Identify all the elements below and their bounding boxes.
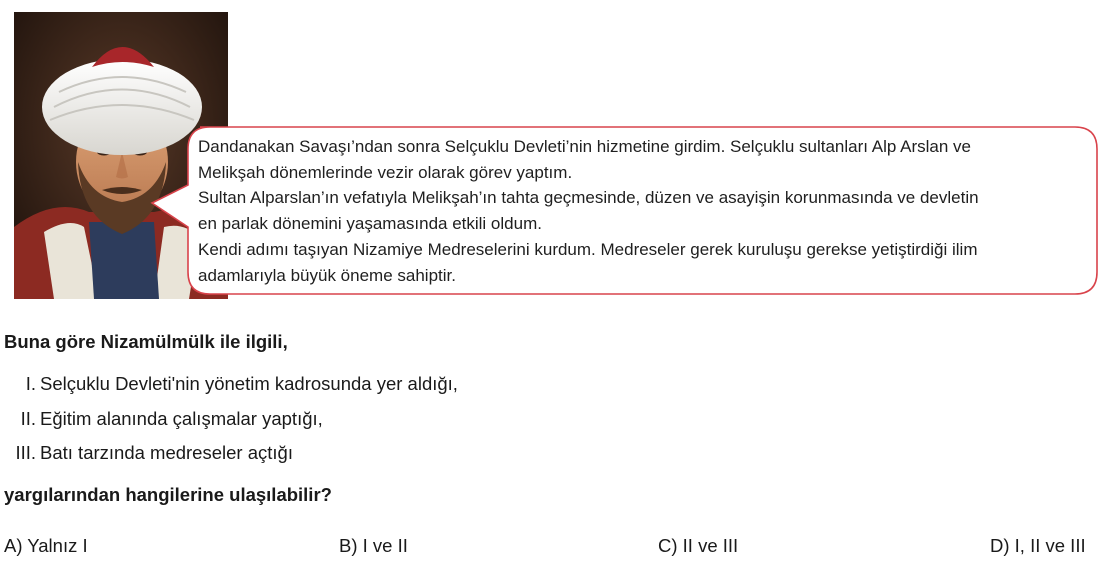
bubble-line: en parlak dönemini yaşamasında etkili oldum. — [198, 214, 542, 234]
statement-number: III. — [15, 442, 36, 463]
option-b[interactable]: B) I ve II — [339, 535, 408, 556]
statement-text: Selçuklu Devleti'nin yönetim kadrosunda yer aldığı, — [40, 373, 458, 394]
bubble-line: Kendi adımı taşıyan Nizamiye Medreselerini kurdum. Medreseler gerek kuruluşu gerekse yetiştirdiği ilim — [198, 239, 978, 259]
bubble-line: Melikşah dönemlerinde vezir olarak görev yaptım. — [198, 162, 573, 182]
bubble-line: adamlarıyla büyük öneme sahiptir. — [198, 265, 456, 285]
statement-text: Batı tarzında medreseler açtığı — [40, 442, 293, 463]
statement-number: I. — [25, 373, 36, 394]
question-intro: Buna göre Nizamülmülk ile ilgili, — [4, 331, 288, 352]
bubble-line: Dandanakan Savaşı’ndan sonra Selçuklu Devleti’nin hizmetine girdim. Selçuklu sultanları Alp Arslan ve — [198, 137, 971, 156]
option-d[interactable]: D) I, II ve III — [990, 535, 1086, 556]
option-c[interactable]: C) II ve III — [658, 535, 739, 556]
bubble-text — [198, 134, 1088, 288]
statement-number: II. — [20, 407, 36, 429]
bubble-line: Sultan Alparslan’ın vefatıyla Melikşah’ın tahta geçmesinde, düzen ve asayişin korunmasında ve devletin — [198, 188, 979, 208]
statement-text: Eğitim alanında çalışmalar yaptığı, — [40, 407, 323, 429]
option-a[interactable]: A) Yalnız I — [4, 535, 88, 556]
question-closing: yargılarından hangilerine ulaşılabilir? — [4, 484, 332, 505]
